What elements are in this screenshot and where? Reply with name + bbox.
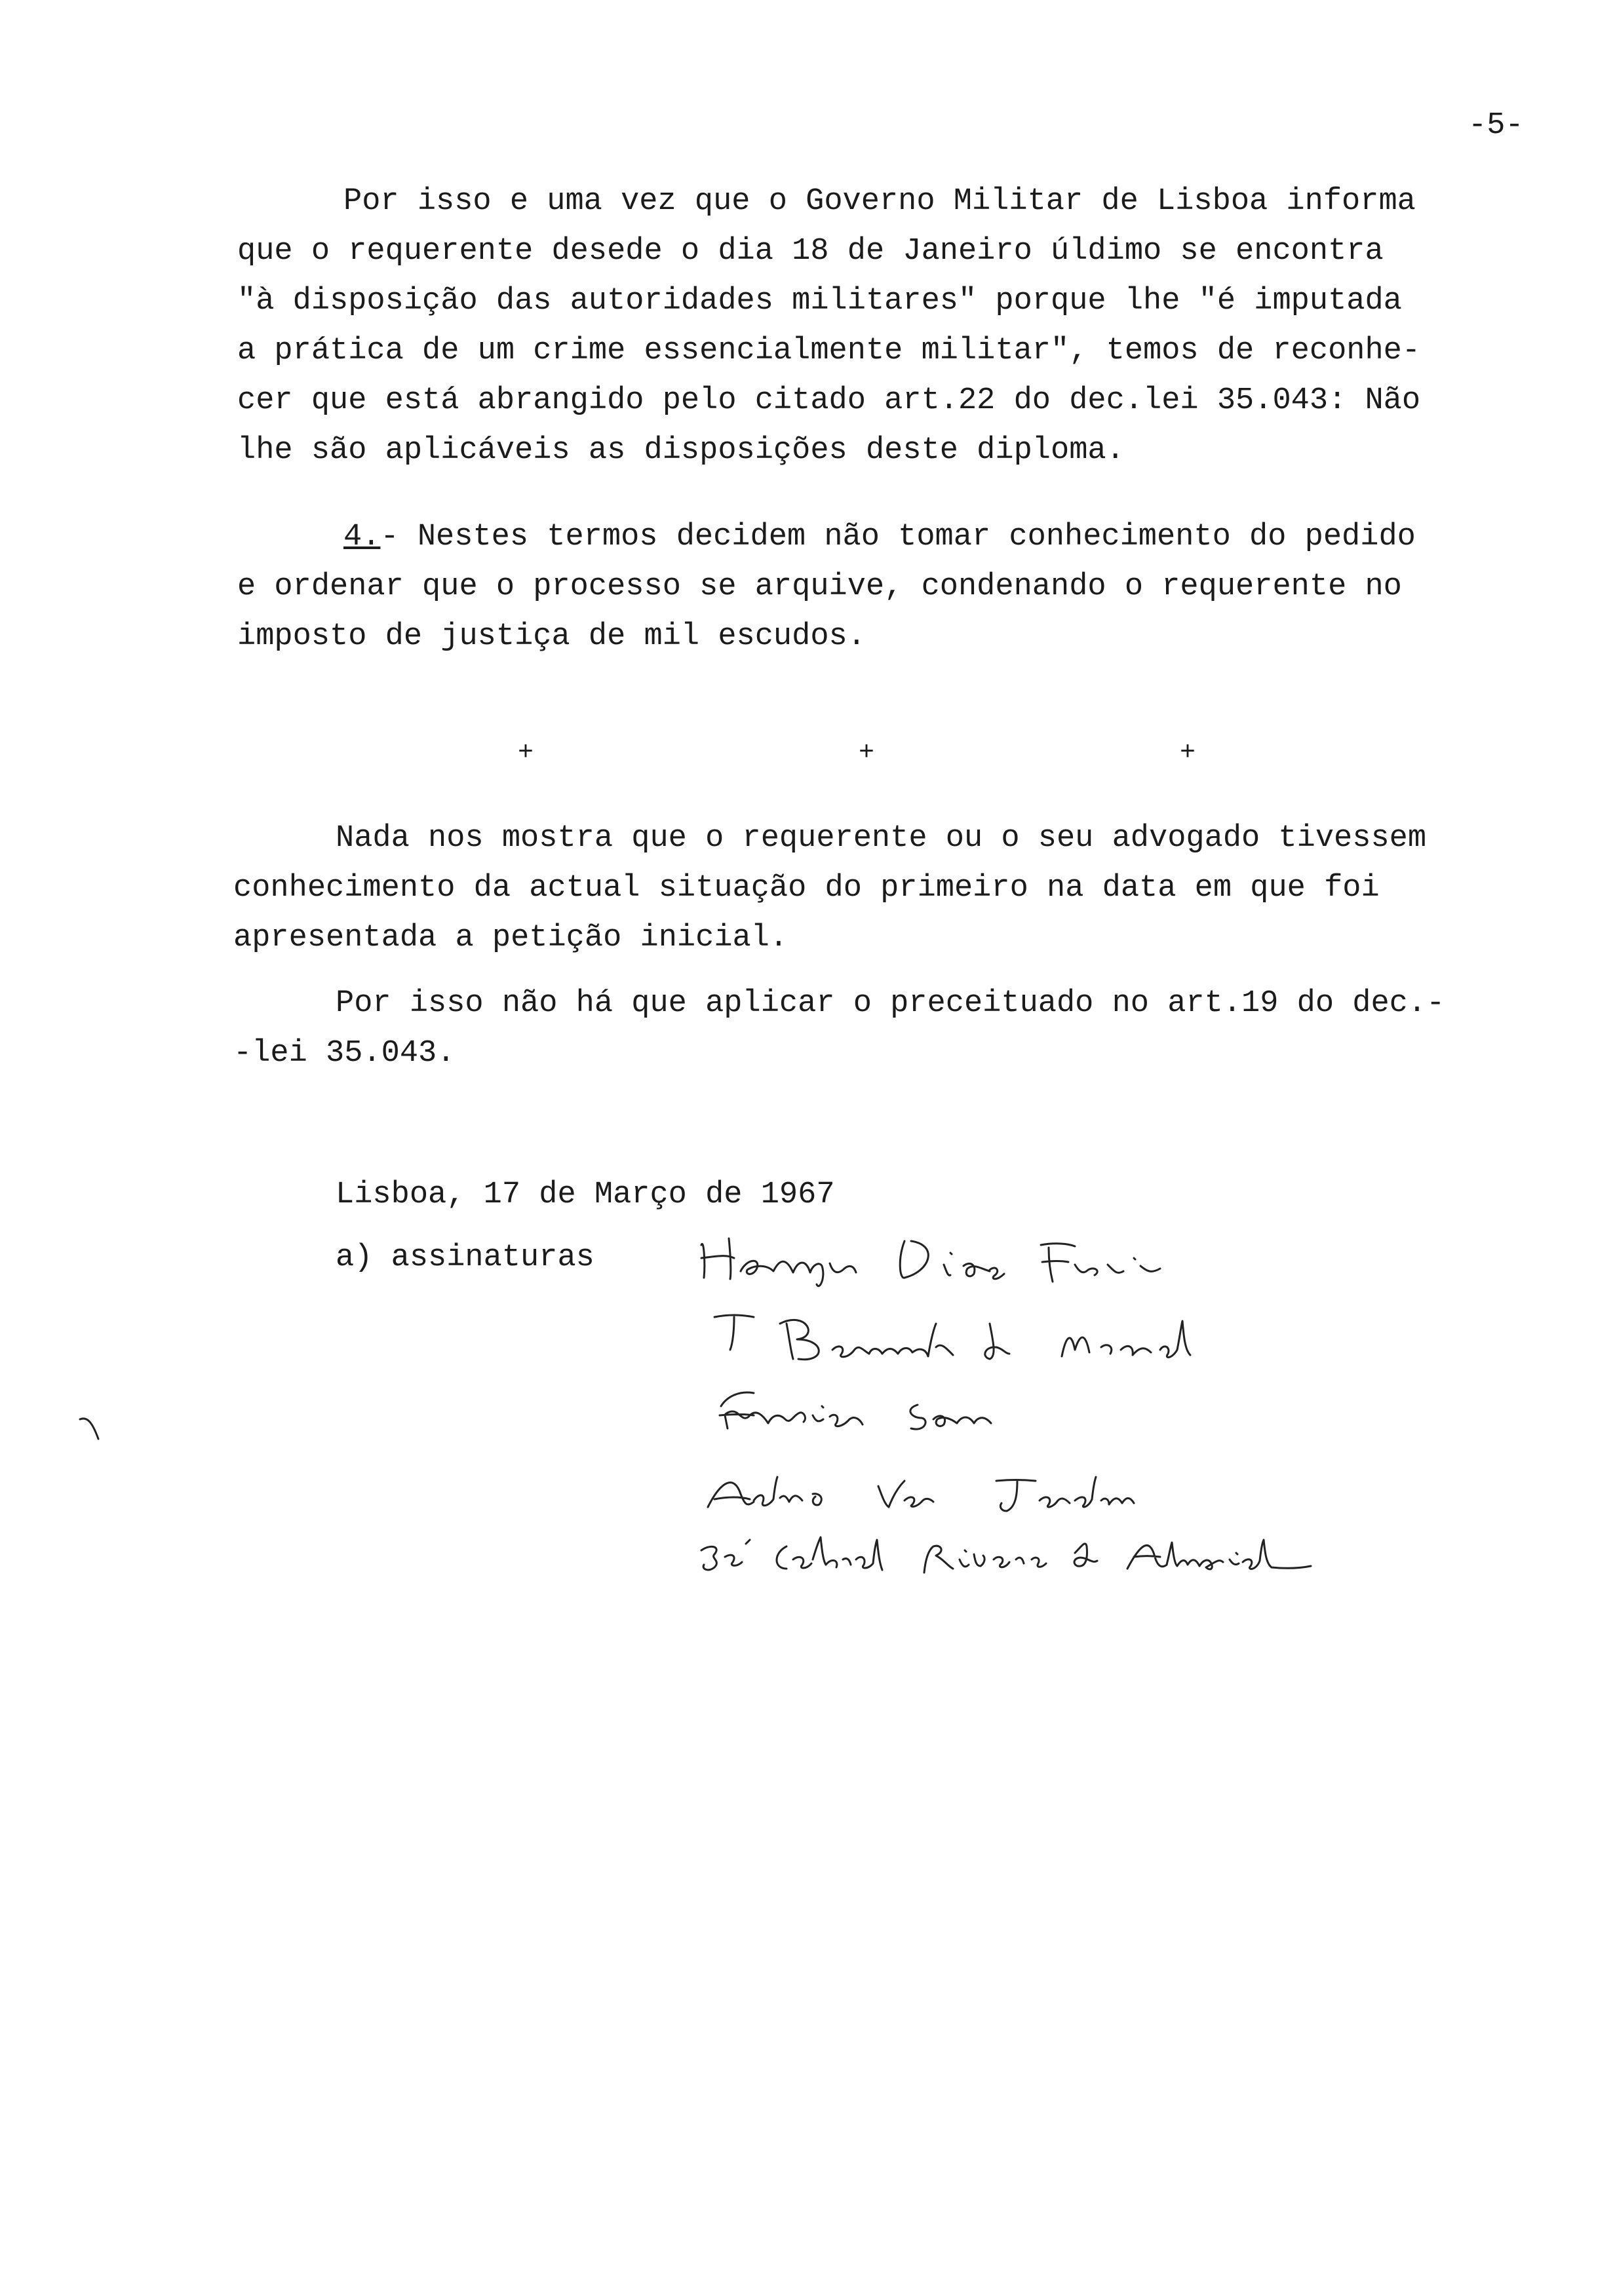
paragraph-3-line-2: conhecimento da actual situação do primeiro na data em que foi: [233, 871, 1380, 906]
paragraph-2-line-2: e ordenar que o processo se arquive, condenando o requerente no: [237, 569, 1402, 604]
signature-4: [708, 1477, 1134, 1511]
page-number: -5-: [1468, 108, 1524, 143]
signatures-handwriting: [682, 1219, 1403, 1586]
paragraph-2-number: 4.: [343, 520, 381, 554]
paragraph-1-line-4: a prática de um crime essencialmente militar", temos de reconhe-: [237, 334, 1421, 368]
paragraph-4-line-1: Por isso não há que aplicar o preceituado no art.19 do dec.-: [336, 986, 1445, 1021]
paragraph-2-line-1: [343, 522, 1416, 552]
paragraph-1-line-6: lhe são aplicáveis as disposições deste diploma.: [237, 433, 1125, 468]
paragraph-4-line-2: -lei 35.043.: [233, 1036, 456, 1071]
separator-mark-2: +: [859, 738, 875, 768]
paragraph-1-line-3: "à disposição das autoridades militares" porque lhe "é imputada: [237, 284, 1402, 318]
signature-1: [701, 1238, 1160, 1286]
paragraph-1-line-5: cer que está abrangido pelo citado art.22 do dec.lei 35.043: Não: [237, 383, 1421, 418]
paragraph-3-line-1: Nada nos mostra que o requerente ou o seu advogado tivessem: [336, 821, 1427, 856]
separator-mark-1: +: [518, 738, 534, 768]
paragraph-3-line-3: apresentada a petição inicial.: [233, 921, 788, 955]
paragraph-2-line-3: imposto de justiça de mil escudos.: [237, 619, 866, 654]
stray-pen-mark: [79, 1415, 105, 1442]
paragraph-1-line-1: Por isso e uma vez que o Governo Militar de Lisboa informa: [343, 184, 1416, 219]
signatures-label: a) assinaturas: [336, 1240, 594, 1275]
paragraph-2-line-1-text: - Nestes termos decidem não tomar conhecimento do pedido: [380, 520, 1416, 554]
separator-mark-3: +: [1180, 738, 1196, 768]
signature-3: [720, 1392, 991, 1429]
signature-5: [701, 1537, 1311, 1573]
signature-2: [714, 1315, 1190, 1360]
paragraph-1-line-2: que o requerente desede o dia 18 de Janeiro úldimo se encontra: [237, 234, 1384, 269]
place-date: Lisboa, 17 de Março de 1967: [336, 1177, 835, 1212]
